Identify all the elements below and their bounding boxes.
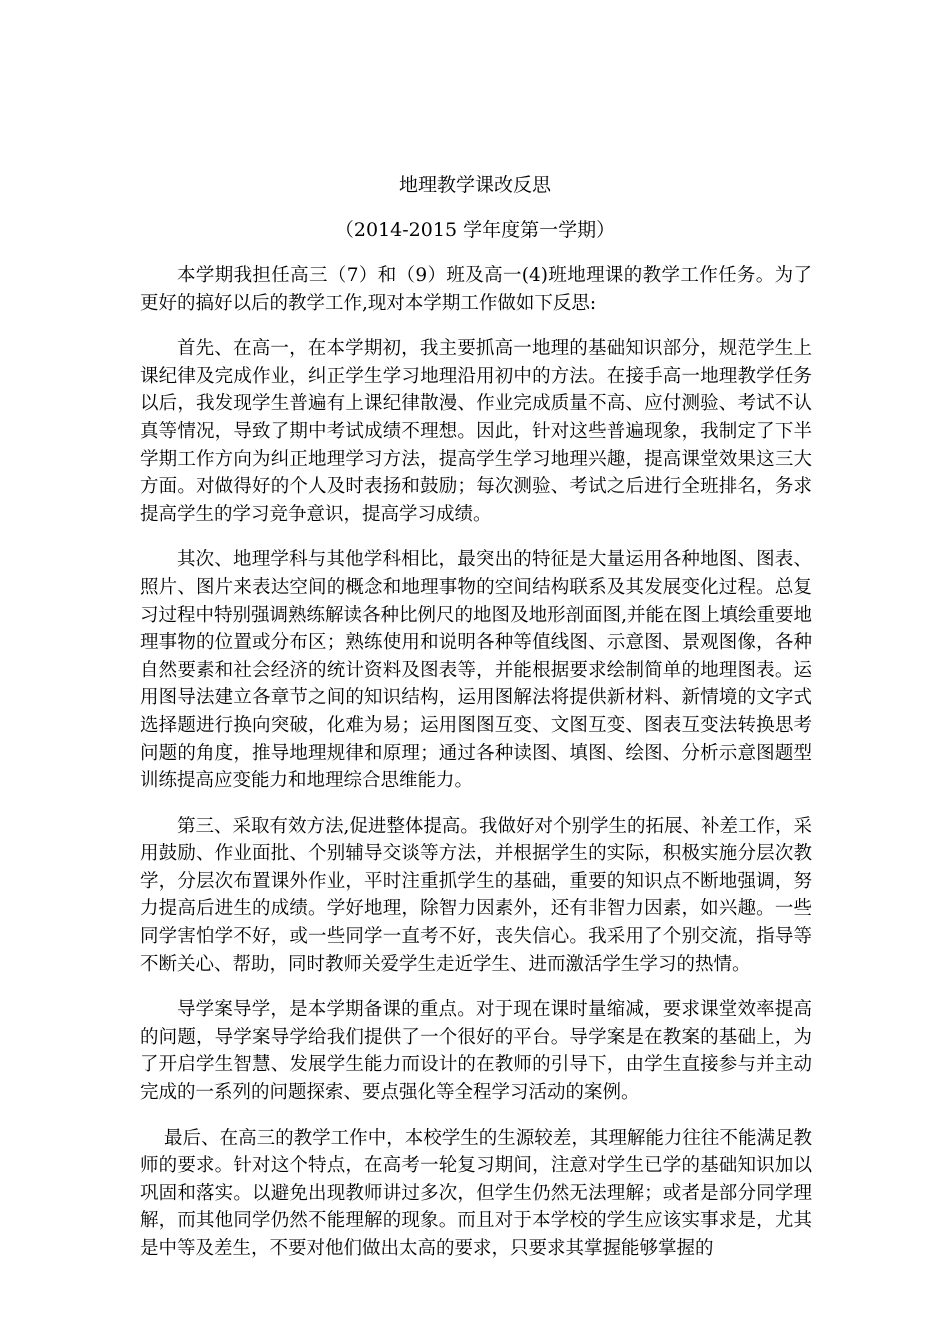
- paragraph-guided-learning: 导学案导学，是本学期备课的重点。对于现在课时量缩减，要求课堂效率提高的问题，导学案导学给我们提供了一个很好的平台。导学案是在教案的基础上，为了开启学生智慧、发展学生能力而设计的在教师的引导下，由学生直接参与并主动完成的一系列的问题探索、要点强化等全程学习活动的案例。: [140, 999, 812, 1104]
- document-title: 地理教学课改反思: [398, 174, 551, 196]
- paragraph-second: 其次、地理学科与其他学科相比，最突出的特征是大量运用各种地图、图表、照片、图片来表达空间的概念和地理事物的空间结构联系及其发展变化过程。总复习过程中特别强调熟练解读各种比例尺的地图及地形剖面图,并能在图上填绘重要地理事物的位置或分布区；熟练使用和说明各种等值线图、示意图、景观图像，各种自然要素和社会经济的统计资料及图表等，并能根据要求绘制简单的地理图表。运用图导法建立各章节之间的知识结构，运用图解法将提供新材料、新情境的文字式选择题进行换向突破，化难为易；运用图图互变、文图互变、图表互变法转换思考问题的角度，推导地理规律和原理；通过各种读图、填图、绘图、分析示意图题型训练提高应变能力和地理综合思维能力。: [140, 549, 812, 792]
- paragraph-last: 最后、在高三的教学工作中，本校学生的生源较差，其理解能力往往不能满足教师的要求。针对这个特点，在高考一轮复习期间，注意对学生已学的基础知识加以巩固和落实。以避免出现教师讲过多次，但学生仍然无法理解；或者是部分同学理解，而其他同学仍然不能理解的现象。而且对于本学校的学生应该实事求是，尤其是中等及差生，不要对他们做出太高的要求，只要求其掌握能够掌握的: [140, 1127, 812, 1259]
- document-subtitle: （2014-2015 学年度第一学期）: [334, 219, 616, 241]
- paragraph-intro: 本学期我担任高三（7）和（9）班及高一(4)班地理课的教学工作任务。为了更好的搞好以后的教学工作,现对本学期工作做如下反思:: [140, 265, 812, 314]
- document-body: [140, 262, 812, 1281]
- paragraph-third: 第三、采取有效方法,促进整体提高。我做好对个别学生的拓展、补差工作，采用鼓励、作业面批、个别辅导交谈等方法，并根据学生的实际，积极实施分层次教学，分层次布置课外作业，平时注重抓学生的基础，重要的知识点不断地强调，努力提高后进生的成绩。学好地理，除智力因素外，还有非智力因素，如兴趣。一些同学害怕学不好，或一些同学一直考不好，丧失信心。我采用了个别交流，指导等不断关心、帮助，同时教师关爱学生走近学生、进而激活学生学习的热情。: [140, 815, 812, 975]
- paragraph-first: 首先、在高一，在本学期初，我主要抓高一地理的基础知识部分，规范学生上课纪律及完成作业，纠正学生学习地理沿用初中的方法。在接手高一地理教学任务以后，我发现学生普遍有上课纪律散漫、作业完成质量不高、应付测验、考试不认真等情况，导致了期中考试成绩不理想。因此，针对这些普遍现象，我制定了下半学期工作方向为纠正地理学习方法，提高学生学习地理兴趣，提高课堂效果这三大方面。对做得好的个人及时表扬和鼓励；每次测验、考试之后进行全班排名，务求提高学生的学习竞争意识，提高学习成绩。: [140, 338, 812, 525]
